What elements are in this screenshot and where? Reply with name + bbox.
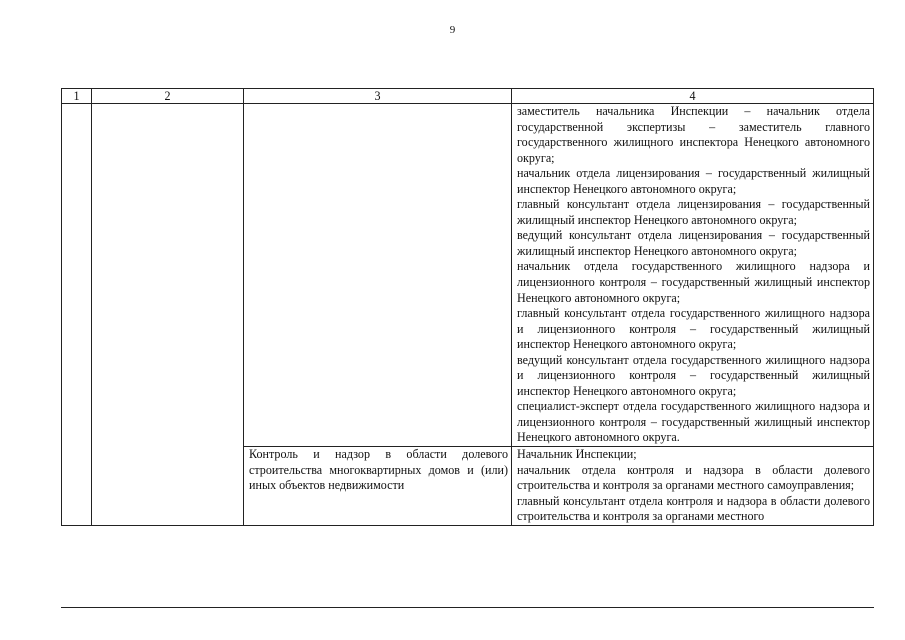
table-bottom-border [61,607,874,608]
table-cell-col2 [92,104,244,526]
position-entry: главный консультант отдела государственного жилищного надзора и лицензионного контроля – государственный жилищный инспектор Ненецкого автономного округа; [517,306,870,352]
table-cell-col4 [512,104,874,447]
position-entry: главный консультант отдела контроля и надзора в области долевого строительства и контроля за органами местного [517,493,870,524]
table-header-row [62,89,874,104]
column-header-3: 3 [244,89,512,104]
position-entry: начальник отдела контроля и надзора в области долевого строительства и контроля за органами местного самоуправления; [517,462,870,493]
position-entry: специалист-эксперт отдела государственного жилищного надзора и лицензионного контроля – государственный жилищный инспектор Ненецкого автономного округа. [517,399,870,445]
position-entry: начальник отдела лицензирования – государственный жилищный инспектор Ненецкого автономного округа; [517,166,870,196]
document-table [61,88,874,526]
column-header-2: 2 [92,89,244,104]
column-header-1: 1 [62,89,92,104]
position-entry: Начальник Инспекции; [517,447,637,462]
table-row [62,104,874,447]
activity-description: Контроль и надзор в области долевого строительства многоквартирных домов и (или) иных объектов недвижимости [249,447,508,493]
position-entry: начальник отдела государственного жилищного надзора и лицензионного контроля – государственный жилищный инспектор Ненецкого автономного округа; [517,259,870,305]
page-bottom-margin [0,608,905,640]
position-entry: ведущий консультант отдела лицензирования – государственный жилищный инспектор Ненецкого автономного округа; [517,228,870,258]
table-cell-col4 [512,447,874,526]
page-number: 9 [449,24,456,36]
table-cell-col3 [244,104,512,447]
column-header-4: 4 [512,89,874,104]
position-entry: главный консультант отдела лицензирования – государственный жилищный инспектор Ненецкого автономного округа; [517,197,870,227]
table-cell-col3 [244,447,512,526]
table-cell-col1 [62,104,92,526]
position-entry: заместитель начальника Инспекции – начальник отдела государственной экспертизы – заместитель главного государственного жилищного инспектора Ненецкого автономного округа; [517,104,870,165]
position-entry: ведущий консультант отдела государственного жилищного надзора и лицензионного контроля – государственный жилищный инспектор Ненецкого автономного округа; [517,352,870,398]
